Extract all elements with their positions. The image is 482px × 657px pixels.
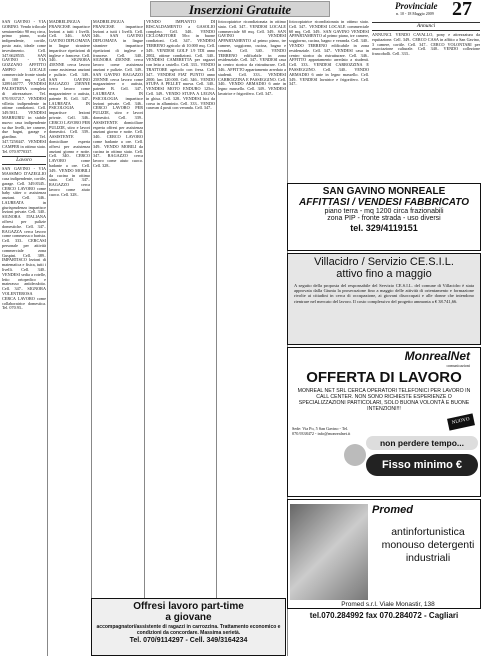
ad-slogan: non perdere tempo...: [366, 436, 478, 450]
classified-text: SAN GAVINO - VIA MASSIMO D'AZEGLIO casa indipendente, cortile, garage. Cell. 349.8345.. CERCO LAVORO come baby sitter o assistenza anziani. Cell. 346.. LAUREATA in giurisprudenza impartisce lezioni private. Cell. 340.. SIGNORA ITALIANA offresi per pulizie domestiche. Cell. 347.. RAGAZZA cerca lavoro come commessa o barista. Cell. 333.. CERCASI personale per attività commerciale zona Guspini. Cell. 389.. IMPARTISCO lezioni di matematica e fisica, tutti i livelli. Cell. 340.. VENDESI sedia a rotelle, letto ortopedico e materasso antidecubito. Cell. 347.. SIGNORA VOLENTEROSA CERCA LAVORO come collaboratrice domestica. Tel. 070.93..: [2, 166, 46, 311]
ad-body: accompagnatori/assistente di ragazzi in carrozzina. Trattamento economico e condizioni da concordare. Massima serietà.: [96, 624, 281, 636]
section-heading-annunci: Annunci: [372, 22, 480, 31]
classifieds-column-1: [2, 20, 46, 654]
ad-address: Promed s.r.l. Viale Monastir, 138: [341, 601, 435, 608]
newspaper-logo: Provinciale: [395, 1, 438, 11]
classified-text: VENDO IMPIANTO DI RISCALDAMENTO a GASOLIO completo. Cell. 340.. VENDO CICLOMOTORE 50cc in buone condizioni. Cell. 347.. VENDESI TERRENO agricolo di 10.000 mq. Cell. 349.. VENDESI GOLF 1.9 TDI anno 2002, ottime condizioni. Cell. 340.. VENDESI CAMERETTA per ragazzi con letto a castello. Cell. 333.. VENDO TRATTORE agricolo con fresa. Cell. 347.. VENDESI FIAT PUNTO anno 2000, km 120.000. Cell. 346.. VENDO STUFA A PELLET nuova. Cell. 340.. VENDESI MOTO ENDURO 125cc. Cell. 349.. VENDO STUFA A LEGNA in ghisa. Cell. 328.. VENDESI bici da corsa in alluminio. Cell. 333.. VENDO caravan 4 posti con veranda. Cell. 347..: [146, 20, 215, 111]
ad-subheadline: a giovane: [165, 612, 212, 623]
ad-monrealnet: [287, 347, 481, 497]
ad-detail: piano terra - mq 1200 circa frazionabili: [324, 208, 444, 215]
column-divider: [144, 20, 145, 656]
page-title: Inserzioni Gratuite: [150, 1, 330, 17]
ad-body: antinfortunistica monouso detergenti industriali: [381, 526, 475, 564]
classifieds-column-7: [372, 20, 480, 180]
classifieds-column-2: [49, 20, 90, 654]
piggy-bank-icon: [344, 444, 366, 466]
ad-offresi-lavoro: [91, 598, 286, 656]
ad-promed: [287, 499, 481, 609]
ad-detail: zona PIP - fronte strada - uso diversi: [327, 215, 441, 222]
classified-text: MADRELINGUA FRANCESE impartisce lezioni a tutti i livelli. Cell. 346.. SAN GAVINO DIPLOMATA in lingue straniere impartisce ripetizioni di inglese e francese. Cell. 340.. SIGNORA 45ENNE cerca lavoro come assistenza anziani e pulizie. Cell. 349.. SAN GAVINO RAGAZZO 25ENNE cerca lavoro come magazziniere o autista, patente B. Cell. 347.. LAUREATA IN PSICOLOGIA impartisce lezioni private. Cell. 346.. CERCO LAVORO PER PULIZIE, stiro e lavori domestici. Cell. 339.. ASSISTENTE domiciliare esperta offresi per assistenza anziani giorno e notte. Cell. 340.. CERCO LAVORO come badante a ore. Cell. 349.. VENDO MOBILI da cucina in ottimo stato. Cell. 347.. RAGAZZO cerca lavoro come aiuto cuoco. Cell. 328..: [49, 20, 90, 197]
monrealnet-logo: MonrealNet: [404, 349, 470, 363]
monrealnet-logo-subtitle: comunicazioni: [446, 363, 470, 368]
classified-text: SAN GAVINO - VIA GOBINO. Vendo trilocale semiarredato 90 mq circa, primo piano, scala indipendente, cortile, posto auto, ideale come investimento. Cell. 347.6628535. SAN GAVINO - VIA GOZZANO AFFITTO AMPIO LOCALE commerciale fronte strada di 100 mq. Cell. 3289146777. VENDESI PALESTRINA completa di attrezzature. Tel. 070.9337217. VENDESI villetta indipendente in ottime condizioni. Cell. 349.5811. VENDESI MARRUBIU in stabile nuovo casa indipendente su due livelli, tre camere, due bagni, garage e giardino. Tel. 347.7258447. VENDESI CAMPER in ottimo stato. Tel. 070.9770337.: [2, 20, 46, 154]
section-heading-lavoro: Lavoro: [2, 156, 46, 165]
classified-text: MADRELINGUA FRANCESE impartisce lezioni a tutti i livelli. Cell. 346.. SAN GAVINO DIPLOMATA in lingue straniere impartisce ripetizioni di inglese e francese. Cell. 340.. SIGNORA 45ENNE cerca lavoro come assistenza anziani e pulizie. Cell. 349.. SAN GAVINO RAGAZZO 25ENNE cerca lavoro come magazziniere o autista, patente B. Cell. 347.. LAUREATA IN PSICOLOGIA impartisce lezioni private. Cell. 346.. CERCO LAVORO PER PULIZIE, stiro e lavori domestici. Cell. 339.. ASSISTENTE domiciliare esperta offresi per assistenza anziani giorno e notte. Cell. 340.. CERCO LAVORO come badante a ore. Cell. 349.. VENDO MOBILI da cucina in ottimo stato. Cell. 347.. RAGAZZO cerca lavoro come aiuto cuoco. Cell. 328..: [93, 20, 143, 168]
promed-logo: Promed: [372, 504, 413, 516]
ad-subheadline: AFFITTASI / VENDESI FABBRICATO: [298, 197, 469, 208]
ad-phone: tel. 329/4119151: [350, 223, 418, 233]
classified-text: fotocopiatrice ricondizionata in ottimo stato. Cell. 347.. VENDESI LOCALE commerciale 60 mq. Cell. 349.. SAN GAVINO VENDESI APPARTAMENTO al primo piano, tre camere, soggiorno, cucina, bagno e veranda. Cell. 340.. VENDO TERRENO edificabile in zona residenziale. Cell. 347.. VENDESI casa in centro storico da ristrutturare. Cell. 346.. AFFITTO appartamento arredato a studenti. Cell. 333.. VENDESI CARROZZINA E PASSEGGINO. Cell. 340.. VENDO ARMADIO 6 ante in legno massello. Cell. 349.. VENDESI lavatrice e frigorifero. Cell. 347..: [218, 20, 286, 96]
classifieds-column-4: [146, 20, 215, 596]
ad-address: Sede: Via Po, 5 San Gavino - Tel. 070.9338472 - info@monrealnet.it: [292, 426, 351, 436]
product-photo: [290, 504, 368, 600]
classifieds-column-5: [218, 20, 286, 596]
classified-text: fotocopiatrice ricondizionata in ottimo stato. Cell. 347.. VENDESI LOCALE commerciale 60 mq. Cell. 349.. SAN GAVINO VENDESI APPARTAMENTO al primo piano, tre camere, soggiorno, cucina, bagno e veranda. Cell. 340.. VENDO TERRENO edificabile in zona residenziale. Cell. 347.. VENDESI casa in centro storico da ristrutturare. Cell. 346.. AFFITTO appartamento arredato a studenti. Cell. 333.. VENDESI CARROZZINA E PASSEGGINO. Cell. 340.. VENDO ARMADIO 6 ante in legno massello. Cell. 349.. VENDESI lavatrice e frigorifero. Cell. 347..: [289, 20, 369, 87]
ad-phone: Tel. 070/9114297 - Cell. 349/3164234: [129, 637, 248, 644]
page-header: [0, 0, 482, 20]
column-divider: [91, 20, 92, 656]
ad-salary-banner: Fisso minimo € 500,00: [366, 454, 478, 476]
ad-san-gavino-fabbricato: [287, 183, 481, 251]
ad-headline: Offresi lavoro part-time: [133, 601, 244, 612]
classifieds-column-3: [93, 20, 143, 596]
ad-subheadline: attivo fino a maggio: [336, 268, 432, 280]
ad-phone: tel.070.284992 fax 070.284072 - Cagliari: [309, 611, 459, 620]
ad-headline: OFFERTA DI LAVORO: [306, 369, 462, 386]
classifieds-column-6: [289, 20, 369, 180]
column-divider: [216, 20, 217, 656]
classified-text: ANNUNCI. VENDO CAVALLO, pony e attrezzatura da equitazione. Cell. 349.. CERCO CASA in affitto a San Gavino, 3 camere, cortile. Cell. 347.. CERCO VOLONTARI per associazione culturale. Cell. 340.. VENDO collezione francobolli. Cell. 333..: [372, 32, 480, 57]
issue-date: n. 10 - 18 Maggio 2009: [396, 11, 434, 16]
ad-headline: SAN GAVINO MONREALE: [322, 186, 446, 197]
ad-headline: Villacidro / Servizio CE.S.I.L.: [314, 256, 454, 268]
ad-body: MONREAL NET SRL CERCA OPERATORI TELEFONICI PER LAVORO IN CALL CENTER. NON SONO RICHIESTE ESPERIENZE O SPECIALIZZAZIONI PARTICOLARI, SOLO BUONA VOLONTÀ E BUONE INTENZIONI!!!: [297, 388, 471, 412]
ad-villacidro-cesil: [287, 253, 481, 345]
ad-body: A seguito della proposta del responsabile del Servizio CE.S.I.L. del comune di Villacidro è stata approvata dalla Giunta la prosecuzione fino a maggio delle attività di orientamento e formazione rivolte ai cittadini in cerca di occupazione, ai giovani disoccupati e alle donne che intendono rientrare nel mercato del lavoro. Il costo complessivo del progetto ammonta a € 38.741,66.: [294, 283, 474, 304]
page-number: 27: [452, 0, 472, 20]
column-divider: [47, 20, 48, 656]
new-badge: NUOVO: [447, 413, 475, 430]
